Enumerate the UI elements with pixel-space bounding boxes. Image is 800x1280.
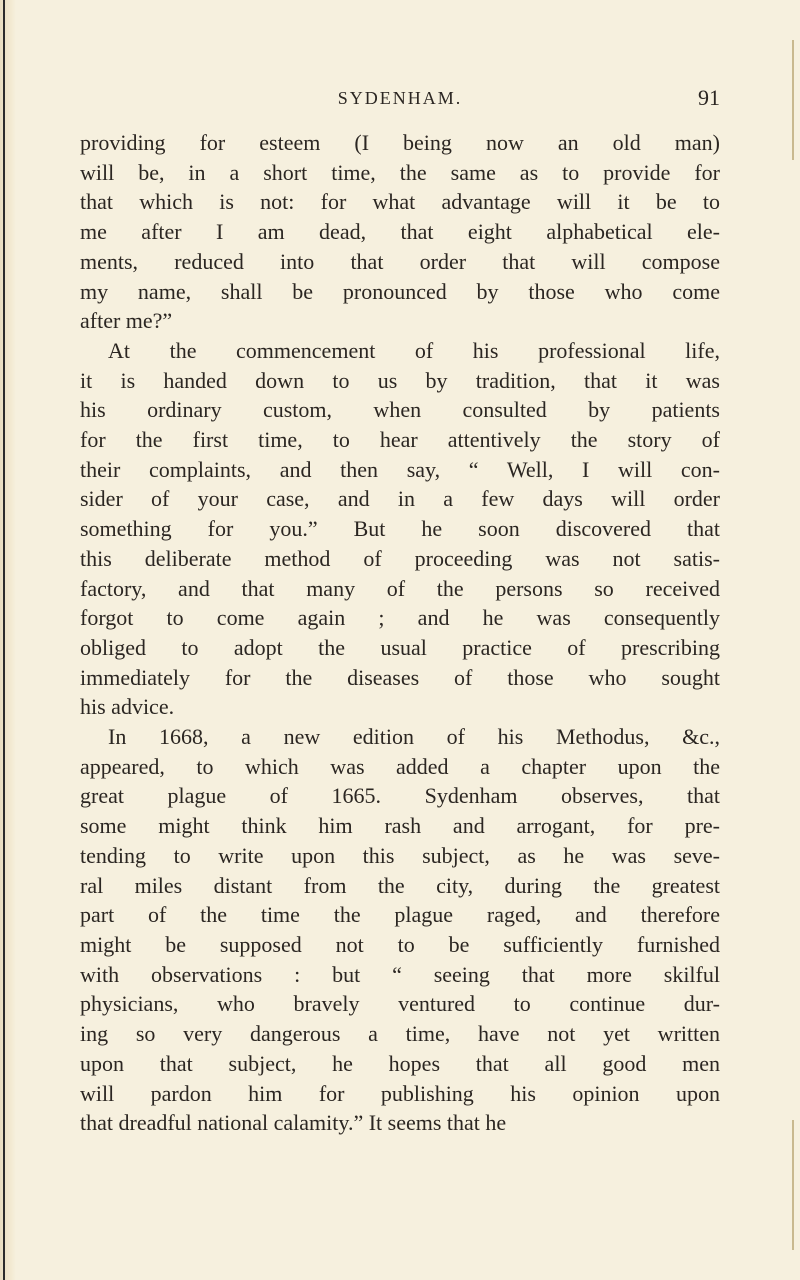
text-line: upon that subject, he hopes that all good men: [80, 1050, 720, 1076]
text-line: immediately for the diseases of those who sought: [80, 664, 720, 690]
page-number: 91: [698, 85, 720, 110]
text-line: At the commencement of his professional life,: [108, 337, 720, 363]
page-edge-mark: [792, 40, 794, 160]
text-line: obliged to adopt the usual practice of prescribing: [80, 634, 720, 660]
text-line: will pardon him for publishing his opinion upon: [80, 1080, 720, 1106]
text-line: with observations : but “ seeing that more skilful: [80, 961, 720, 987]
paragraph: [80, 722, 720, 1138]
text-line: that which is not: for what advantage will it be to: [80, 189, 720, 215]
text-line: ral miles distant from the city, during the greatest: [80, 872, 720, 898]
text-line: providing for esteem (I being now an old man): [80, 130, 720, 155]
text-line: his advice.: [80, 694, 175, 720]
text-line: me after I am dead, that eight alphabetical ele-: [80, 219, 720, 245]
binding-edge: [3, 0, 5, 1280]
text-line: for the first time, to hear attentively the story of: [80, 427, 720, 453]
text-line: sider of your case, and in a few days will order: [80, 486, 720, 512]
text-line: it is handed down to us by tradition, that it was: [80, 367, 720, 393]
text-line: part of the time the plague raged, and therefore: [80, 902, 720, 928]
text-line: some might think him rash and arrogant, for pre-: [80, 813, 720, 839]
text-line: factory, and that many of the persons so received: [80, 575, 720, 601]
text-line: that dreadful national calamity.” It seems that he: [80, 1110, 507, 1136]
text-line: ing so very dangerous a time, have not yet written: [80, 1021, 720, 1047]
text-line: their complaints, and then say, “ Well, I will con-: [80, 456, 720, 482]
paragraph: [80, 336, 720, 722]
text-line: his ordinary custom, when consulted by patients: [80, 397, 720, 423]
running-head: SYDENHAM.: [337, 88, 463, 108]
text-line: this deliberate method of proceeding was not satis-: [80, 545, 720, 571]
text-line: forgot to come again ; and he was consequently: [80, 605, 720, 631]
text-line: physicians, who bravely ventured to continue dur-: [80, 991, 720, 1017]
text-line: appeared, to which was added a chapter upon the: [80, 753, 720, 779]
text-line: might be supposed not to be sufficiently furnished: [80, 931, 720, 957]
text-line: my name, shall be pronounced by those who come: [80, 278, 720, 304]
body-text: [80, 128, 720, 1138]
text-line: will be, in a short time, the same as to provide for: [80, 159, 720, 185]
text-line: great plague of 1665. Sydenham observes, that: [80, 783, 720, 809]
text-line: something for you.” But he soon discovered that: [80, 516, 720, 542]
text-line: after me?”: [80, 308, 173, 334]
paragraph: [80, 128, 720, 336]
text-line: In 1668, a new edition of his Methodus, &c.,: [108, 724, 720, 750]
page-header: [80, 85, 720, 118]
text-line: ments, reduced into that order that will compose: [80, 248, 720, 274]
text-line: tending to write upon this subject, as he was seve-: [80, 842, 720, 868]
page-edge-mark: [792, 1120, 794, 1250]
